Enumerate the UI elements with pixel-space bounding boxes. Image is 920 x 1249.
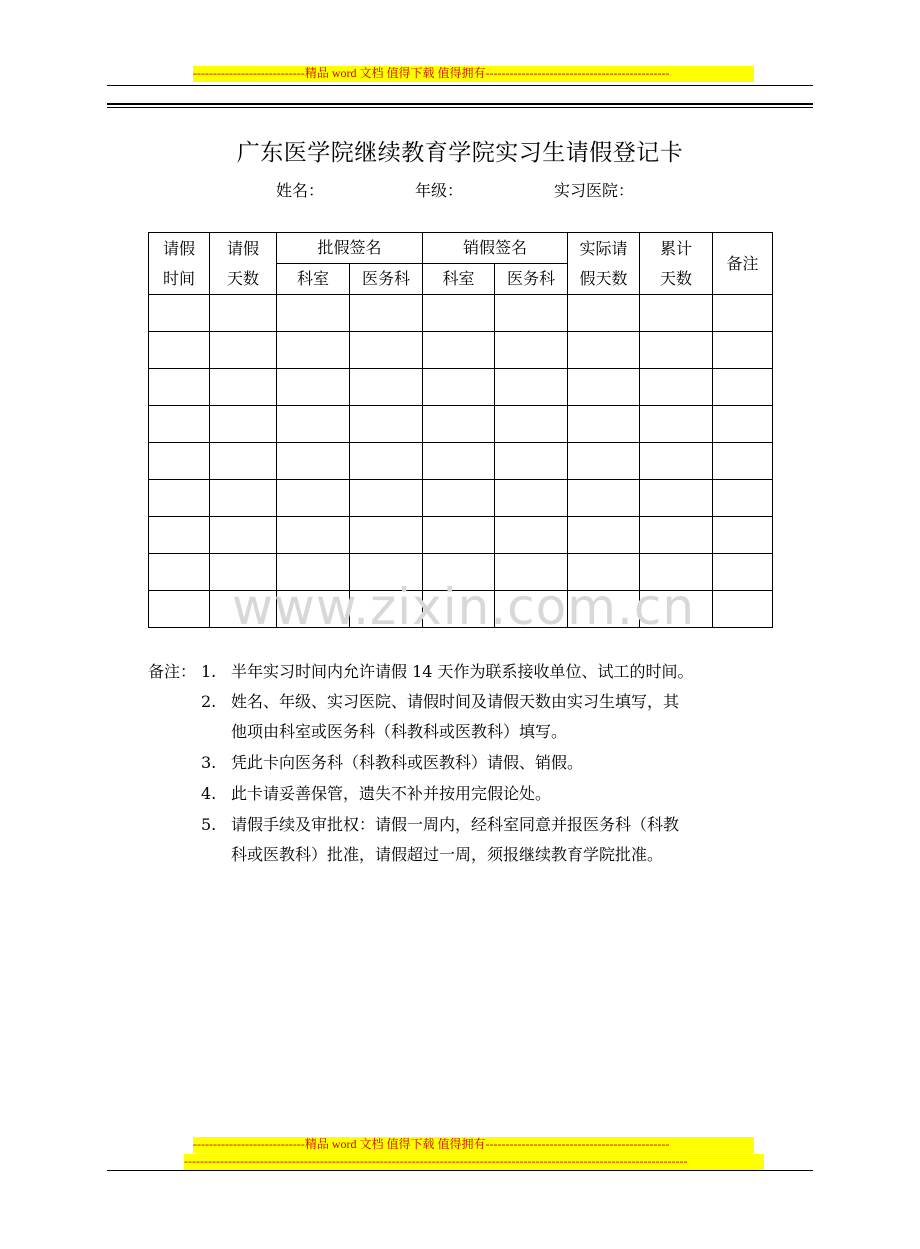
table-cell <box>277 443 350 480</box>
table-cell <box>568 480 640 517</box>
table-cell <box>423 517 495 554</box>
table-cell <box>640 480 713 517</box>
table-cell <box>495 406 568 443</box>
table-cell <box>713 591 773 628</box>
table-cell <box>713 369 773 406</box>
grade-field-label: 年级： <box>415 181 464 200</box>
note-text-line: 此卡请妥善保管，遗失不补并按用完假论处。 <box>231 784 552 803</box>
note-text-line: 请假手续及审批权：请假一周内，经科室同意并报医务科（科教 <box>231 815 680 834</box>
table-cell <box>713 295 773 332</box>
table-row <box>149 443 773 480</box>
table-cell <box>210 517 277 554</box>
header-approve-sign: 批假签名 <box>277 233 423 264</box>
header-remark: 备注 <box>713 233 773 295</box>
note-number: 1. <box>201 662 217 681</box>
header-actual-days-line2: 假天数 <box>579 268 628 288</box>
table-cell <box>350 332 423 369</box>
table-cell <box>568 517 640 554</box>
table-cell <box>149 591 210 628</box>
table-cell <box>277 480 350 517</box>
header-leave-time <box>149 233 210 295</box>
table-cell <box>495 295 568 332</box>
notes-label: 备注： <box>148 662 197 681</box>
top-banner: ----------------------------精品 word 文档 值得下载 值得拥有---------------------------------------------- <box>193 66 754 82</box>
note-number: 4. <box>201 784 217 803</box>
table-row <box>149 517 773 554</box>
table-cell <box>149 517 210 554</box>
table-cell <box>277 369 350 406</box>
table-cell <box>149 554 210 591</box>
table-cell <box>568 332 640 369</box>
note-text-line: 他项由科室或医务科（科教科或医教科）填写。 <box>231 722 568 741</box>
name-field-label: 姓名： <box>276 181 325 200</box>
watermark-text: www.zixin.com.cn <box>232 578 696 636</box>
header-total-days-line1: 累计 <box>660 238 693 258</box>
table-cell <box>495 332 568 369</box>
table-cell <box>713 554 773 591</box>
table-cell <box>640 295 713 332</box>
table-row <box>149 332 773 369</box>
table-cell <box>210 332 277 369</box>
table-cell <box>210 295 277 332</box>
table-cell <box>210 369 277 406</box>
table-cell <box>277 517 350 554</box>
header-actual-days <box>568 233 640 295</box>
table-cell <box>640 517 713 554</box>
table-cell <box>149 480 210 517</box>
table-cell <box>350 443 423 480</box>
table-cell <box>210 443 277 480</box>
table-cell <box>350 517 423 554</box>
hospital-field-label: 实习医院： <box>554 181 635 200</box>
note-text-line: 科或医教科）批准，请假超过一周，须报继续教育学院批准。 <box>231 845 664 864</box>
table-cell <box>495 443 568 480</box>
note-number: 5. <box>201 815 217 834</box>
note-text-line: 凭此卡向医务科（科教科或医教科）请假、销假。 <box>231 753 584 772</box>
note-text-line: 姓名、年级、实习医院、请假时间及请假天数由实习生填写，其 <box>231 692 680 711</box>
table-cell <box>350 295 423 332</box>
table-cell <box>149 295 210 332</box>
table-cell <box>210 480 277 517</box>
table-cell <box>210 406 277 443</box>
table-cell <box>149 369 210 406</box>
header-leave-time-line2: 时间 <box>162 268 195 288</box>
table-cell <box>149 406 210 443</box>
table-row <box>149 406 773 443</box>
table-cell <box>640 369 713 406</box>
table-cell <box>713 517 773 554</box>
header-rule <box>107 85 813 86</box>
table-cell <box>568 443 640 480</box>
table-cell <box>495 517 568 554</box>
header-approve-dept: 科室 <box>277 264 350 295</box>
footer-rule <box>107 1170 813 1171</box>
table-cell <box>277 406 350 443</box>
table-cell <box>640 406 713 443</box>
note-number: 3. <box>201 753 217 772</box>
table-cell <box>423 369 495 406</box>
table-cell <box>568 406 640 443</box>
bottom-banner-dashes: ------------------------------------------------------------------------------------------------------------------------------ <box>184 1154 764 1170</box>
table-cell <box>713 480 773 517</box>
header-total-days <box>640 233 713 295</box>
header-leave-days-line2: 天数 <box>226 268 259 288</box>
table-cell <box>640 332 713 369</box>
header-leave-days <box>210 233 277 295</box>
header-cancel-dept: 科室 <box>423 264 495 295</box>
table-cell <box>350 369 423 406</box>
table-cell <box>277 332 350 369</box>
header-double-rule-thin <box>107 107 813 108</box>
leave-record-table <box>148 232 773 628</box>
table-cell <box>495 369 568 406</box>
table-cell <box>423 295 495 332</box>
note-number: 2. <box>201 692 217 711</box>
table-cell <box>350 406 423 443</box>
table-cell <box>423 443 495 480</box>
table-cell <box>423 332 495 369</box>
table-cell <box>495 480 568 517</box>
bottom-banner: ----------------------------精品 word 文档 值得下载 值得拥有---------------------------------------------- <box>193 1137 754 1153</box>
header-leave-time-line1: 请假 <box>162 238 195 258</box>
table-cell <box>568 295 640 332</box>
table-cell <box>277 295 350 332</box>
note-text-line: 半年实习时间内允许请假 14 天作为联系接收单位、试工的时间。 <box>231 662 694 681</box>
table-cell <box>713 406 773 443</box>
header-cancel-medical-affairs: 医务科 <box>495 264 568 295</box>
header-total-days-line2: 天数 <box>660 268 693 288</box>
table-cell <box>640 443 713 480</box>
header-leave-days-line1: 请假 <box>226 238 259 258</box>
table-cell <box>350 480 423 517</box>
table-row <box>149 295 773 332</box>
header-actual-days-line1: 实际请 <box>579 238 628 258</box>
table-row <box>149 369 773 406</box>
table-cell <box>568 369 640 406</box>
table-cell <box>423 480 495 517</box>
table-cell <box>423 406 495 443</box>
header-double-rule-thick <box>107 103 813 105</box>
header-cancel-sign: 销假签名 <box>423 233 568 264</box>
table-cell <box>149 443 210 480</box>
document-title: 广东医学院继续教育学院实习生请假登记卡 <box>236 140 684 166</box>
table-cell <box>713 332 773 369</box>
header-approve-medical-affairs: 医务科 <box>350 264 423 295</box>
table-cell <box>149 332 210 369</box>
table-cell <box>713 443 773 480</box>
table-row <box>149 480 773 517</box>
